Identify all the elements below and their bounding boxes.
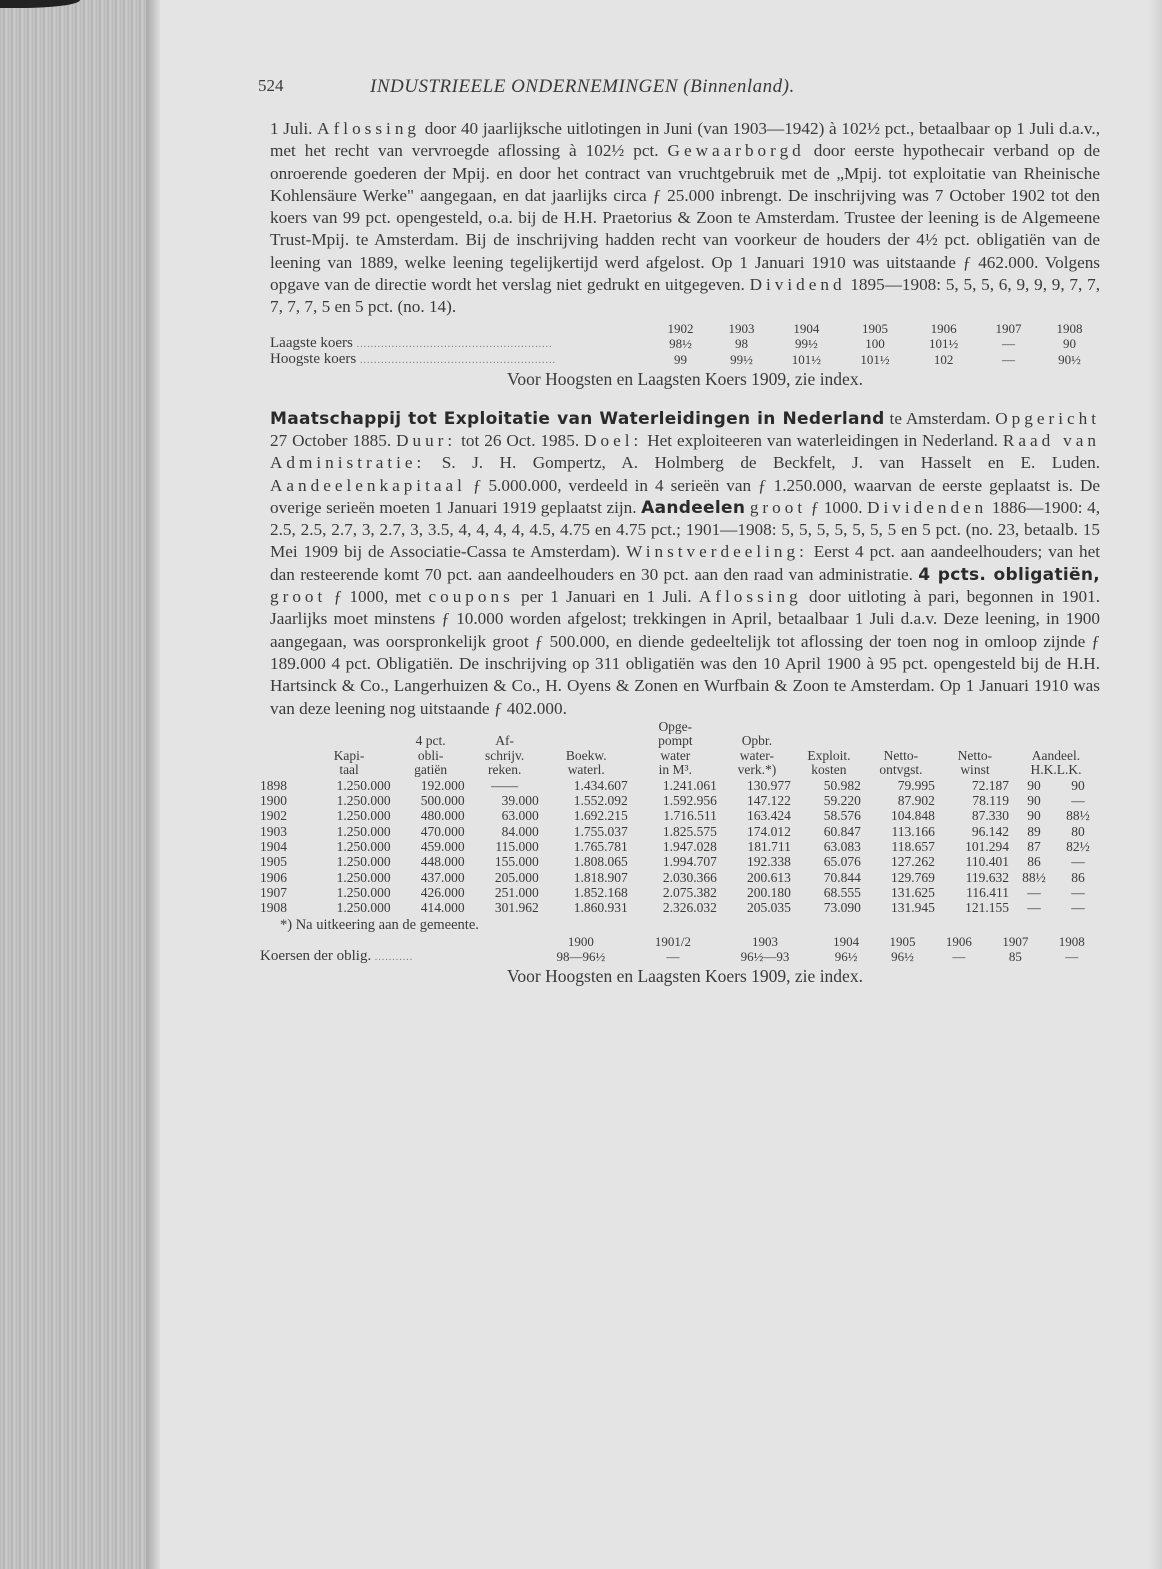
table-cell: 2.326.032 [662,900,717,916]
table-cell: 88½ [1066,808,1090,824]
table-cell: — [1071,854,1085,870]
table-cell: 2.075.382 [662,884,717,900]
table-cell: 414.000 [420,900,465,916]
table-cell: 1.716.511 [663,808,717,824]
row-year: 1907 [260,884,287,900]
section-waterleidingen [260,408,1101,987]
value-cell: 96½ [834,949,858,964]
gutter-shadow [146,0,160,1569]
table-cell: 39.000 [501,793,539,809]
table-cell: 155.000 [494,854,539,870]
table-row [260,900,1100,915]
table-cell: 65.076 [823,854,861,870]
table-row [260,808,1100,823]
table-cell: 58.576 [823,808,861,824]
text-run: ƒ 5.000.000, verdeeld in 4 serieën van ƒ 1.250.000, waarvan de eerste geplaatst is. De overige serieën moeten 1 Januari 1919 geplaatst zijn. [270,475,1100,517]
table-cell: 131.945 [891,900,935,916]
table-cell: 205.000 [494,869,539,885]
row-year: 1904 [260,839,287,855]
page-header [258,72,1100,102]
year-cell: 1900 [567,933,594,949]
section-previous-company [270,118,1100,390]
table-cell: 78.119 [972,793,1009,809]
text-run: 1 Juli. [270,119,318,138]
spaced-keyword: Duur: [396,430,457,450]
koers-year-row: 1902 1903 1904 1905 1906 1907 1908 [667,320,1083,336]
table-footnote: *) Na uitkeering aan de gemeente. [280,916,479,933]
row-year: 1900 [260,793,287,809]
row-year: 1903 [260,823,287,839]
table-cell: 1.592.956 [662,793,717,809]
table-cell: 181.711 [747,839,791,855]
table-cell: 68.555 [823,884,861,900]
row-year: 1898 [260,777,287,793]
table-cell: 1.250.000 [336,777,391,793]
table-cell: 73.090 [823,900,861,916]
spaced-keyword: groot [270,587,327,607]
table-cell: 205.035 [747,900,791,916]
table-cell: 59.220 [823,793,861,809]
table-cell: 1.825.575 [662,823,717,839]
spaced-keyword: groot [749,497,807,517]
table-cell: 200.613 [747,869,791,885]
table-cell: 192.338 [747,854,791,870]
text-run: door 40 jaarlijksche uitlotingen in Juni (van 1903—1942) à 102½ pct., betaalbaar op 1 Juli d.a.v., met het recht van vervroegde aflossing à 102½ pct. [270,119,1100,161]
table-cell: 119.632 [965,869,1009,885]
table-cell: 87 [1027,839,1041,855]
table-cell: 90 [1027,793,1041,809]
financial-table-header [260,720,1100,778]
table-row [260,824,1100,839]
table-cell: 1.241.061 [662,777,717,793]
column-header: Aandeel. H.K.L.K. [1030,747,1082,778]
table-row [260,854,1100,869]
document-page [258,72,1101,987]
spaced-keyword: Raad van Administratie: [270,430,1100,473]
value-cell: 98—96½ [556,949,606,964]
spaced-keyword: Gewaarborgd [667,141,805,161]
table-cell: 86 [1071,869,1085,885]
table-cell: 72.187 [971,777,1009,793]
table-cell: 1.755.037 [573,823,628,839]
table-cell: 130.977 [747,777,791,793]
page-number: 524 [258,76,284,95]
company-paragraph [270,408,1100,720]
table-cell: 104.848 [891,808,935,824]
year-cell: 1905 [889,933,916,949]
text-run: per 1 Januari en 1 Juli. [513,587,699,607]
table-cell: 200.180 [747,884,791,900]
spaced-keyword: Dividenden [867,497,988,517]
column-header [260,720,305,778]
table-cell: 1.860.931 [573,900,628,916]
table-row [260,793,1100,808]
book-page-edges [0,0,150,1569]
table-cell: 1.250.000 [336,808,391,824]
table-cell: 1.250.000 [336,823,391,839]
spaced-keyword: coupons [428,587,514,607]
table-cell: — [1071,900,1085,916]
table-cell: 1.552.092 [573,793,628,809]
value-cell: — [952,949,966,964]
table-cell: 1.250.000 [336,900,391,916]
value-cell: — [1065,949,1079,964]
table-cell: 1.250.000 [336,854,391,870]
table-cell: 82½ [1066,839,1090,855]
table-cell: 70.844 [823,869,861,885]
table-cell: 448.000 [420,854,465,870]
spaced-keyword: Winstverdeeling: [626,542,808,562]
table-cell: 470.000 [420,823,465,839]
table-cell: 1.250.000 [336,793,391,809]
table-cell: 115.000 [495,839,539,855]
financial-table [260,720,1100,916]
table-cell: 121.155 [965,900,1009,916]
table-cell: 437.000 [420,869,465,885]
right-page-edge [1148,0,1162,1569]
table-cell: 1.994.707 [662,854,717,870]
table-cell: 500.000 [420,793,465,809]
text-run: tot 26 Oct. 1985. [456,430,585,450]
table-row [260,885,1100,900]
column-header: Netto- ontvgst. [879,747,923,778]
table-cell: 1.852.168 [573,884,628,900]
text-run: 1895—1908: 5, 5, 5, 6, 9, 9, 9, 7, 7, 7, 7, 7, 5 en 5 pct. (no. 14). [270,275,1100,317]
table-cell: 480.000 [420,808,465,824]
table-cell: 87.330 [971,808,1009,824]
table-cell: —— [491,777,519,793]
text-run: Eerst 4 pct. aan aandeelhouders; van het dan resteerende komt 70 pct. aan aandeelhouders en 30 pct. aan den raad van administratie. [270,542,1100,584]
row-year: 1908 [260,900,287,916]
table-cell: — [1027,884,1041,900]
table-cell: 86 [1027,854,1041,870]
spaced-keyword: Aandeelenkapitaal [270,475,466,495]
column-header: Netto- winst [957,747,993,778]
table-cell: 63.083 [823,839,861,855]
table-cell: 1.947.028 [662,839,717,855]
table-cell: 90 [1027,808,1041,824]
oblig-label: Koersen der oblig. ........... [260,947,414,964]
value-cell: 96½—93 [740,949,790,964]
table-row [260,778,1100,793]
table-cell: 1.250.000 [336,839,391,855]
year-cell: 1906 [945,933,972,949]
text-run: 27 October 1885. [270,430,397,450]
spaced-keyword: Doel: [584,430,643,450]
table-cell: 426.000 [420,884,465,900]
spaced-keyword: Aflossing [317,119,421,138]
table-cell: 50.982 [823,777,861,793]
text-run: ƒ 1000, met [326,587,429,607]
value-cell: 85 [1008,949,1022,964]
table-cell: — [1027,900,1041,916]
table-cell: 251.000 [494,884,539,900]
table-cell: 163.424 [747,808,791,824]
value-cell: 96½ [891,949,914,964]
table-row [260,870,1100,885]
year-cell: 1904 [833,933,860,949]
oblig-koersen-table [260,934,1100,965]
table-cell: 147.122 [747,793,791,809]
table-cell: 2.030.366 [662,869,717,885]
table-cell: 88½ [1022,869,1046,885]
oblig-index-note: Voor Hoogsten en Laagsten Koers 1909, zie index. [507,965,863,986]
table-cell: 459.000 [420,839,465,855]
year-cell: 1907 [1002,933,1029,949]
row-year: 1906 [260,869,287,885]
column-header: 4 pct. obli- gatiën [414,733,448,778]
section1-paragraph [270,118,1100,319]
spaced-keyword: Aflossing [698,587,802,607]
table-cell: 1.808.065 [573,854,628,870]
table-cell: — [1071,884,1085,900]
text-run: S. J. H. Gompertz, A. Holmberg de Beckfelt, J. van Hasselt en E. Luden. [425,453,1100,473]
bold-keyword: 4 pcts. obligatiën, [918,564,1100,585]
running-title: INDUSTRIEELE ONDERNEMINGEN (Binnenland). [370,76,795,97]
table-cell: 90 [1071,777,1085,793]
koers-index-note: Voor Hoogsten en Laagsten Koers 1909, zie index. [507,368,863,389]
table-cell: 110.401 [965,854,1009,870]
table-cell: 1.765.781 [573,839,628,855]
table-cell: 116.411 [966,884,1009,900]
table-cell: 1.818.907 [573,869,628,885]
column-header: Af- schrijv. reken. [485,733,525,778]
table-cell: 79.995 [897,777,935,793]
column-header: Opbr. water- verk.*) [737,733,777,778]
table-cell: 84.000 [501,823,539,839]
table-cell: 301.962 [494,900,539,916]
table-cell: 90 [1027,777,1041,793]
table-cell: 192.000 [420,777,465,793]
text-run: 1886—1900: 4, 2.5, 2.5, 2.7, 3, 2.7, 3, 3.5, 4, 4, 4, 4, 4.5, 4.75 en 4.75 pct.; 1901—1908: 5, 5, 5, 5, 5, 5, 5 en 5 pct. (no. 23, betaalb. 15 Mei 1909 bij de Associatie-Cassa te Amsterdam). [270,497,1101,562]
year-cell: 1901/2 [654,933,692,949]
koers-row-laagste: Laagste koers ........................................................ 98½ 98 99½ 100 101½ — 90 [270,334,1076,352]
spaced-keyword: Dividend [749,275,846,295]
table-cell: 101.294 [965,839,1009,855]
column-header: Exploit. kosten [807,747,851,778]
table-cell: — [1071,793,1085,809]
koers-row-hoogste: Hoogste koers ........................................................ 99 99½ 101½ 101½ 102 — 90½ [270,350,1081,368]
table-row [260,839,1100,854]
table-cell: 129.769 [891,869,935,885]
table-cell: 60.847 [823,823,861,839]
table-cell: 96.142 [971,823,1009,839]
table-cell: 80 [1071,823,1085,839]
company-name: Maatschappij tot Exploitatie van Waterleidingen in Nederland [270,408,885,429]
spaced-keyword: Opgericht [995,408,1100,428]
table-cell: 131.625 [891,884,935,900]
year-cell: 1903 [752,933,779,949]
text-run: te Amsterdam. [884,408,996,428]
table-cell: 87.902 [897,793,935,809]
text-run: Het exploiteeren van waterleidingen in Nederland. [642,430,1003,450]
table-cell: 127.262 [891,854,935,870]
table-cell: 1.434.607 [573,777,628,793]
table-cell: 1.250.000 [336,884,391,900]
table-cell: 1.692.215 [573,808,628,824]
value-cell: — [666,949,680,964]
column-header: Boekw. waterl. [565,747,607,778]
row-year: 1905 [260,854,287,870]
table-cell: 63.000 [501,808,539,824]
table-cell: 118.657 [891,839,935,855]
column-header: Opge- pompt water in M³. [658,718,693,778]
text-run: door eerste hypothecair verband op de onroerende goederen der Mpij. en door het contract van vruchtgebruik met de „Mpij. tot exploitatie van Rheinische Kohlensäure Werke" aangegaan, en dat jaarlijks circa ƒ 25.000 inbrengt. De inschrijving was 7 October 1902 tot den koers van 99 pct. opengesteld, o.a. bij de H.H. Praetorius & Zoon te Amsterdam. Trustee der leening is de Algemeene Trust-Mpij. te Amsterdam. Bij de inschrijving hadden recht van voorkeur de houders der 4½ pct. obligatiën van de leening van 1889, welke leening tegelijkertijd werd afgelost. Op 1 Januari 1910 was uitstaande ƒ 462.000. Volgens opgave van de directie wordt het verslag niet gedrukt en uitgegeven. [270,141,1100,295]
text-run: ƒ 1000. [806,497,868,517]
text-run: door uitloting à pari, begonnen in 1901. Jaarlijks moet minstens ƒ 10.000 worden afgelost; trekkingen in April, betaalbaar 1 Juli d.a.v. Deze leening, in 1900 aangegaan, was oorspronkelijk groot ƒ 500.000, en diende gedeeltelijk tot aflossing der toen nog in omloop zijnde ƒ 189.000 4 pct. Obligatiën. De inschrijving op 311 obligatiën was den 10 April 1900 à 95 pct. opengesteld bij de H.H. Hartsinck & Co., Langerhuizen & Co., H. Oyens & Zonen en Wurfbain & Zoon te Amsterdam. Op 1 Januari 1910 was van deze leening nog uitstaande ƒ 402.000. [270,587,1101,718]
table-cell: 174.012 [747,823,791,839]
oblig-values-row [260,949,1100,965]
table-cell: 1.250.000 [336,869,391,885]
table-cell: 89 [1027,823,1041,839]
year-cell: 1908 [1058,933,1085,949]
row-year: 1902 [260,808,287,824]
table-cell: 113.166 [891,823,935,839]
koers-table [270,321,1100,368]
oblig-years-row [260,934,1100,949]
column-header: Kapi- taal [333,747,365,778]
bold-keyword: Aandeelen [641,497,746,518]
